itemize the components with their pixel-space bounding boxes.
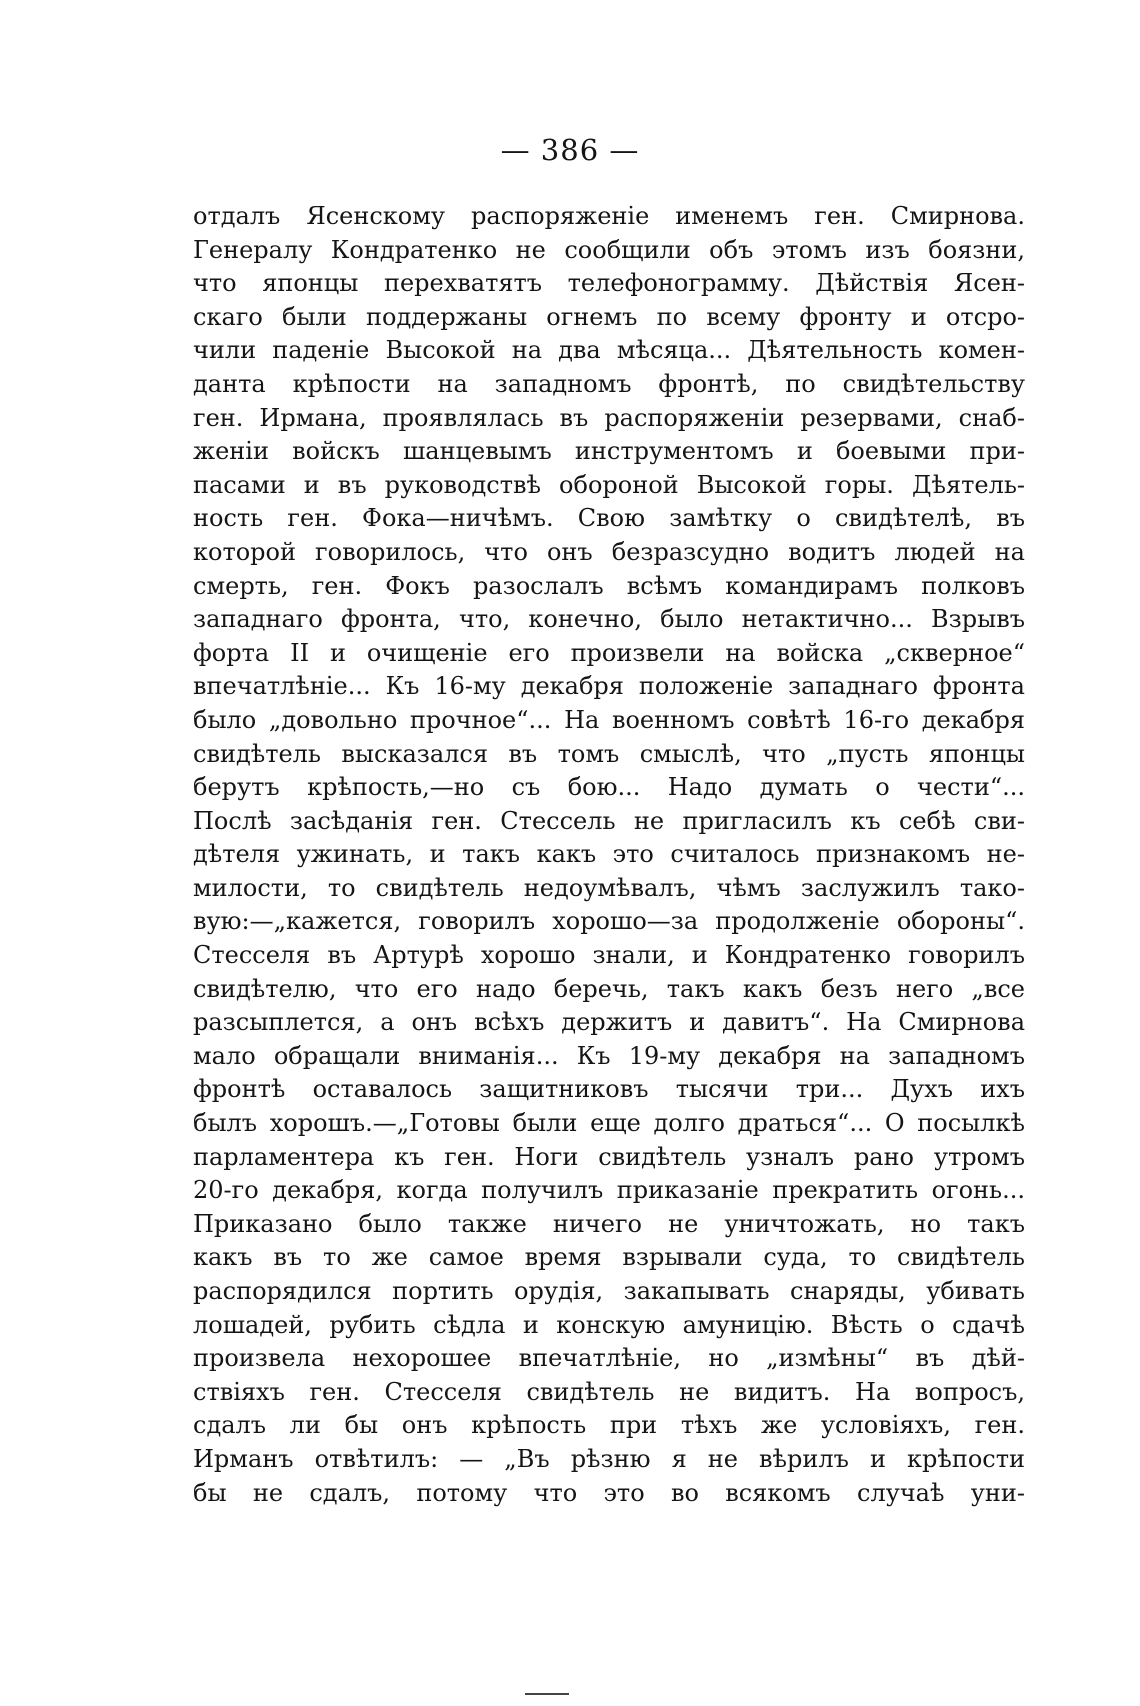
text-line: которой говорилось, что онъ безразсудно водитъ людей на (193, 537, 1025, 566)
text-line: что японцы перехватятъ телефонограмму. Дѣйствія Ясен- (193, 269, 1025, 298)
text-line: ген. Ирмана, проявлялась въ распоряженіи резервами, снаб- (193, 403, 1025, 432)
text-line: скаго были поддержаны огнемъ по всему фронту и отсро- (193, 302, 1025, 331)
text-line: форта II и очищеніе его произвели на войска „скверное“ (193, 638, 1025, 667)
text-line: сдалъ ли бы онъ крѣпость при тѣхъ же условіяхъ, ген. (193, 1411, 1025, 1440)
text-line: Приказано было также ничего не уничтожать, но такъ (193, 1209, 1025, 1238)
text-line: берутъ крѣпость,—но съ бою... Надо думать о чести“... (193, 773, 1025, 802)
text-line: свидѣтелю, что его надо беречь, такъ какъ безъ него „все (193, 974, 1025, 1003)
page-number: — 386 — (500, 133, 640, 167)
text-line: Генералу Кондратенко не сообщили объ этомъ изъ боязни, (193, 235, 1025, 264)
text-line: парламентера къ ген. Ноги свидѣтель узналъ рано утромъ (193, 1142, 1025, 1171)
text-line: данта крѣпости на западномъ фронтѣ, по свидѣтельству (193, 369, 1025, 398)
text-line: вую:—„кажется, говорилъ хорошо—за продолженіе обороны“. (193, 907, 1025, 936)
text-line: Стесселя въ Артурѣ хорошо знали, и Кондратенко говорилъ (193, 941, 1025, 970)
text-line: разсыплется, а онъ всѣхъ держитъ и давитъ“. На Смирнова (193, 1008, 1025, 1037)
body-text (193, 200, 1025, 1510)
text-line: свидѣтель высказался въ томъ смыслѣ, что „пусть японцы (193, 739, 1025, 768)
text-line: бы не сдалъ, потому что это во всякомъ случаѣ уни- (193, 1478, 1025, 1507)
text-line: 20-го декабря, когда получилъ приказаніе прекратить огонь... (193, 1176, 1025, 1205)
text-line: смерть, ген. Фокъ разослалъ всѣмъ командирамъ полковъ (193, 571, 1025, 600)
text-line: западнаго фронта, что, конечно, было нетактично... Взрывъ (193, 605, 1025, 634)
text-line: женіи войскъ шанцевымъ инструментомъ и боевыми при- (193, 437, 1025, 466)
text-line: произвела нехорошее впечатлѣніе, но „измѣны“ въ дѣй- (193, 1344, 1025, 1373)
footer-rule (525, 1693, 569, 1695)
text-line: ность ген. Фока—ничѣмъ. Свою замѣтку о свидѣтелѣ, въ (193, 504, 1025, 533)
text-line: былъ хорошъ.—„Готовы были еще долго драться“... О посылкѣ (193, 1109, 1025, 1138)
text-line: мало обращали вниманія... Къ 19-му декабря на западномъ (193, 1041, 1025, 1070)
text-line: лошадей, рубить сѣдла и конскую амуницію. Вѣсть о сдачѣ (193, 1310, 1025, 1339)
text-line: милости, то свидѣтель недоумѣвалъ, чѣмъ заслужилъ тако- (193, 873, 1025, 902)
text-line: ствіяхъ ген. Стесселя свидѣтель не видитъ. На вопросъ, (193, 1377, 1025, 1406)
text-line: было „довольно прочное“... На военномъ совѣтѣ 16-го декабря (193, 705, 1025, 734)
text-line: отдалъ Ясенскому распоряженіе именемъ ген. Смирнова. (193, 202, 1025, 230)
text-line: Ирманъ отвѣтилъ: — „Въ рѣзню я не вѣрилъ и крѣпости (193, 1444, 1025, 1473)
text-line: распорядился портить орудія, закапывать снаряды, убивать (193, 1277, 1025, 1305)
text-line: какъ въ то же самое время взрывали суда, то свидѣтель (193, 1243, 1025, 1272)
text-line: чили паденіе Высокой на два мѣсяца... Дѣятельность комен- (193, 336, 1025, 365)
text-line: Послѣ засѣданія ген. Стессель не пригласилъ къ себѣ сви- (193, 806, 1025, 835)
text-line: фронтѣ оставалось защитниковъ тысячи три... Духъ ихъ (193, 1075, 1025, 1104)
text-line: пасами и въ руководствѣ обороной Высокой горы. Дѣятель- (193, 470, 1025, 499)
text-line: впечатлѣніе... Къ 16-му декабря положеніе западнаго фронта (193, 672, 1025, 701)
text-line: дѣтеля ужинать, и такъ какъ это считалось признакомъ не- (193, 840, 1025, 869)
